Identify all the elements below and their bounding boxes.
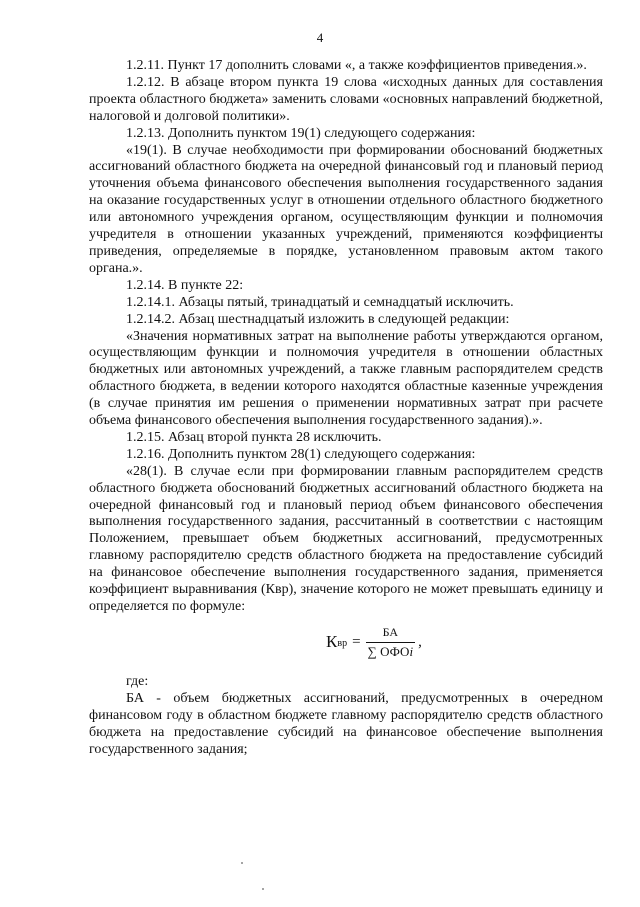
- scan-speck: [241, 862, 243, 864]
- formula-denominator: [366, 642, 416, 661]
- formula-numerator: БА: [382, 624, 399, 639]
- formula-trailing-comma: ,: [418, 633, 422, 650]
- paragraph: 1.2.15. Абзац второй пункта 28 исключить.: [126, 429, 382, 445]
- formula-equals: =: [352, 633, 361, 650]
- scan-speck: [262, 888, 264, 890]
- formula-fraction: [366, 624, 416, 661]
- paragraph: 1.2.14.2. Абзац шестнадцатый изложить в следующей редакции:: [126, 311, 510, 327]
- formula-denominator-text: ОФО: [380, 643, 410, 659]
- document-body: [89, 58, 603, 758]
- formula-lhs: К: [326, 631, 338, 651]
- paragraph: «19(1). В случае необходимости при формировании обоснований бюджетных ассигнований областного бюджета на очередной финансовый год и плановый период уточнения объема финансового обеспечения выполнения государственного задания на оказание государственных услуг в отношении отдельного областного бюджетного или автономного учреждения органом, осуществляющим функции и полномочия учредителя в отношении указанных учреждений, применяются коэффициенты приведения, определяемые в порядке, установленном правовым актом такого органа.».: [89, 142, 603, 276]
- paragraph: 1.2.11. Пункт 17 дополнить словами «, а также коэффициентов приведения.».: [126, 58, 587, 73]
- paragraph: 1.2.16. Дополнить пунктом 28(1) следующего содержания:: [126, 446, 476, 462]
- formula: [89, 616, 603, 674]
- paragraph: 1.2.14.1. Абзацы пятый, тринадцатый и семнадцатый исключить.: [126, 294, 514, 310]
- formula-denominator-index: i: [409, 643, 414, 659]
- paragraph: БА - объем бюджетных ассигнований, предусмотренных в очередном финансовом году в областном бюджете главному распорядителю средств областного бюджета на предоставление субсидий на финансовое обеспечение выполнения государственного задания;: [89, 690, 603, 757]
- paragraph-where: где:: [126, 673, 149, 689]
- formula-sum-sign: ∑: [367, 643, 377, 659]
- page-number: 4: [316, 30, 324, 45]
- paragraph: 1.2.13. Дополнить пунктом 19(1) следующего содержания:: [126, 125, 476, 141]
- paragraph: «28(1). В случае если при формировании главным распорядителем средств областного бюджета обоснований бюджетных ассигнований областного бюджета на очередной финансовый год и плановый период объем финансового обеспечения выполнения государственного задания, рассчитанный в соответствии с настоящим Положением, превышает объем бюджетных ассигнований, предусмотренных главному распорядителю средств областного бюджета на предоставление субсидий на финансовое обеспечение выполнения государственного задания, применяется коэффициент выравнивания (Квр), значение которого не может превышать единицу и определяется по формуле:: [89, 463, 603, 614]
- paragraph: «Значения нормативных затрат на выполнение работы утверждаются органом, осуществляющим функции и полномочия учредителя в отношении областных бюджетных или автономных учреждений, а также главным распорядителем средств областного бюджета, в ведении которого находятся областные казенные учреждения (в случае принятия им решения о применении нормативных затрат при расчете объема финансового обеспечения выполнения государственного задания).».: [89, 328, 603, 429]
- paragraph: 1.2.12. В абзаце втором пункта 19 слова «исходных данных для составления проекта областного бюджета» заменить словами «основных направлений бюджетной, налоговой и долговой политики».: [89, 74, 603, 124]
- formula-lhs-subscript: вр: [337, 637, 348, 649]
- paragraph: 1.2.14. В пункте 22:: [126, 277, 244, 293]
